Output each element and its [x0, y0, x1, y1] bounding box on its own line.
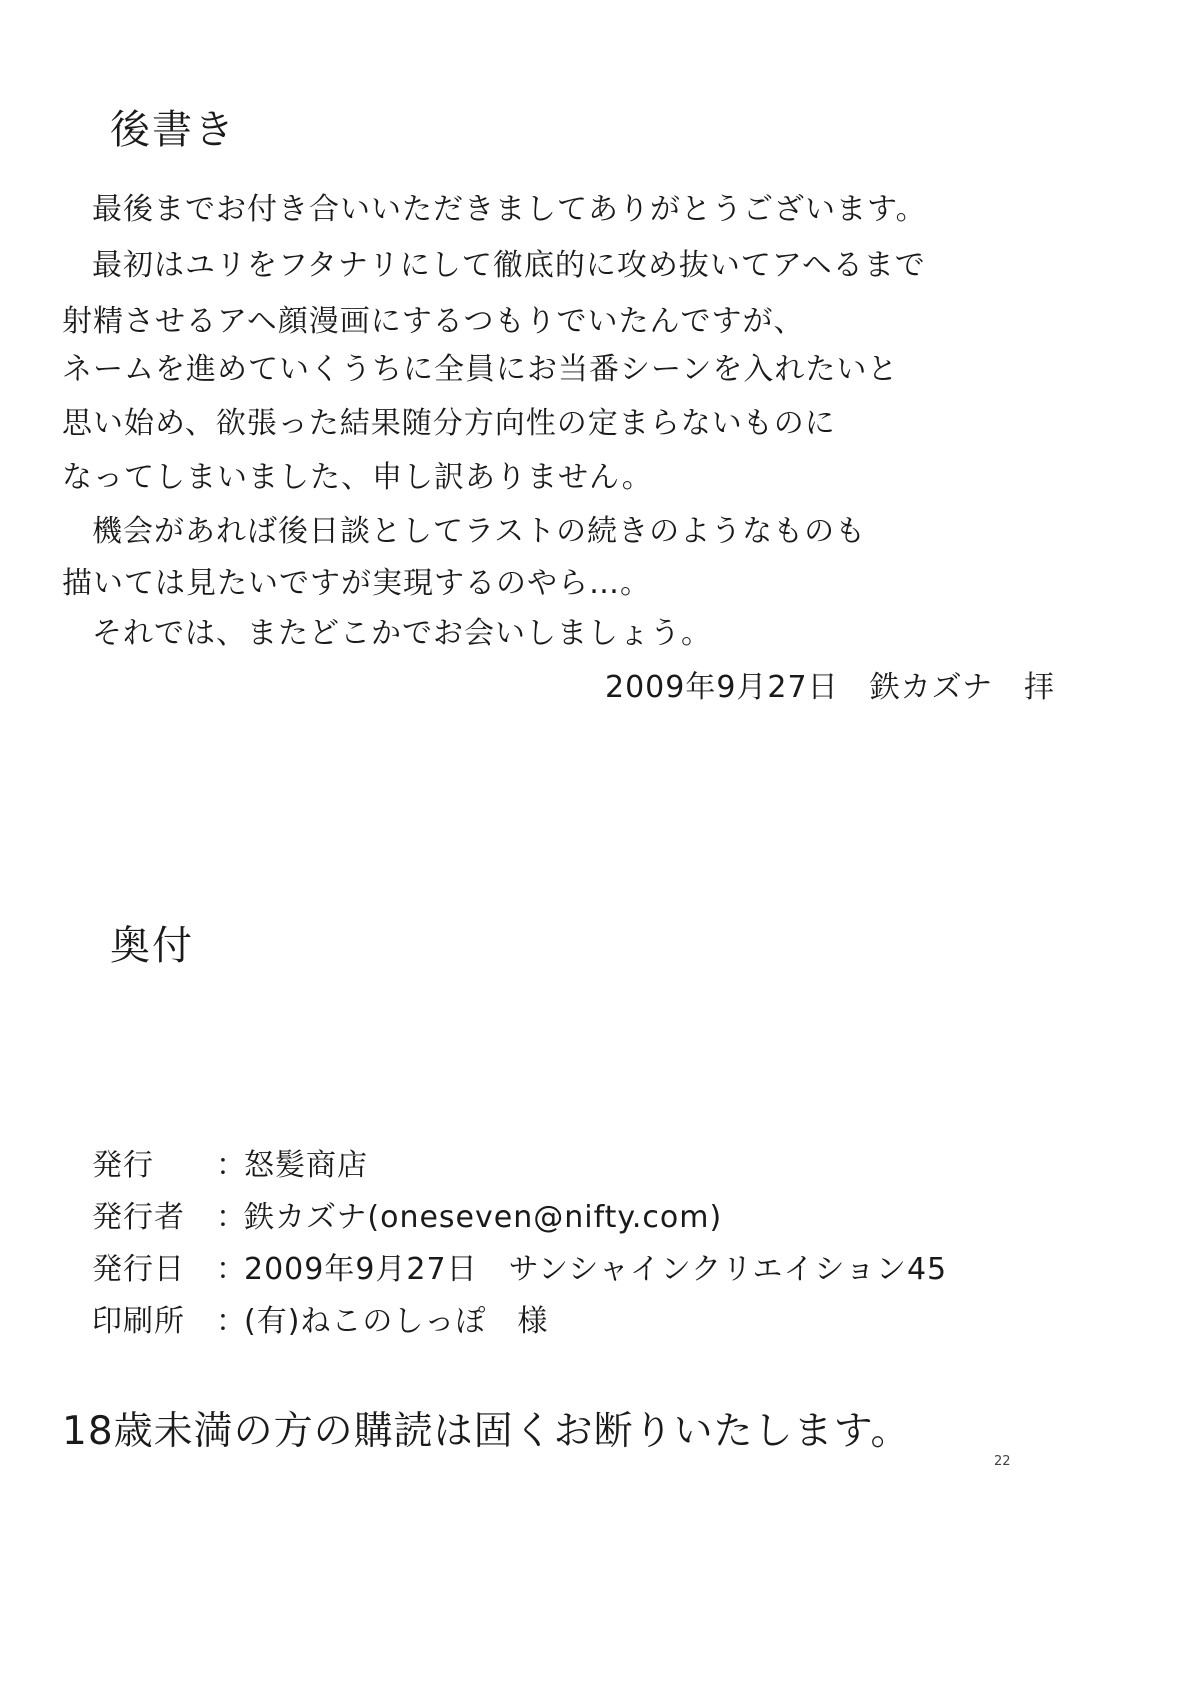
colophon-value: 鉄カズナ(oneseven@nifty.com) — [244, 1200, 723, 1235]
colophon-separator: ： — [216, 1148, 247, 1183]
afterword-line: 思い始め、欲張った結果随分方向性の定まらないものに — [62, 406, 836, 441]
colophon-label: 発行者 — [92, 1200, 185, 1235]
afterword-heading: 後書き — [110, 107, 236, 153]
afterword-line: 描いては見たいですが実現するのやら…。 — [62, 566, 651, 601]
colophon-separator: ： — [216, 1252, 247, 1287]
colophon-value: 2009年9月27日 サンシャインクリエイション45 — [244, 1252, 948, 1287]
colophon-label: 印刷所 — [92, 1304, 185, 1339]
colophon-separator: ： — [216, 1200, 247, 1235]
colophon-row-printer — [92, 1296, 548, 1340]
afterword-line: それでは、またどこかでお会いしましょう。 — [92, 616, 712, 651]
afterword-line: 最初はユリをフタナリにして徹底的に攻め抜いてアヘるまで — [92, 248, 926, 283]
colophon-heading: 奥付 — [110, 923, 194, 969]
afterword-line: 機会があれば後日談としてラストの続きのようなものも — [92, 514, 867, 549]
afterword-line: ネームを進めていくうちに全員にお当番シーンを入れたいと — [62, 352, 899, 387]
page-number: 22 — [994, 1454, 1011, 1469]
colophon-separator: ： — [216, 1304, 247, 1339]
colophon-value: (有)ねこのしっぽ 様 — [244, 1304, 549, 1339]
colophon-row-author — [92, 1192, 722, 1236]
afterword-line: 射精させるアヘ顔漫画にするつもりでいたんですが、 — [62, 304, 805, 339]
colophon-label: 発行日 — [92, 1252, 185, 1287]
afterword-line: なってしまいました、申し訳ありません。 — [62, 460, 653, 495]
age-restriction-warning: 18歳未満の方の購読は固くお断りいたします。 — [62, 1409, 911, 1454]
colophon-row-date — [92, 1244, 947, 1288]
colophon-label: 発行 — [92, 1148, 154, 1183]
afterword-signature: 2009年9月27日 鉄カズナ 拝 — [605, 670, 1056, 705]
afterword-line: 最後までお付き合いいただきましてありがとうございます。 — [92, 192, 927, 227]
colophon-row-publisher — [92, 1140, 368, 1184]
colophon-value: 怒髪商店 — [244, 1148, 368, 1183]
